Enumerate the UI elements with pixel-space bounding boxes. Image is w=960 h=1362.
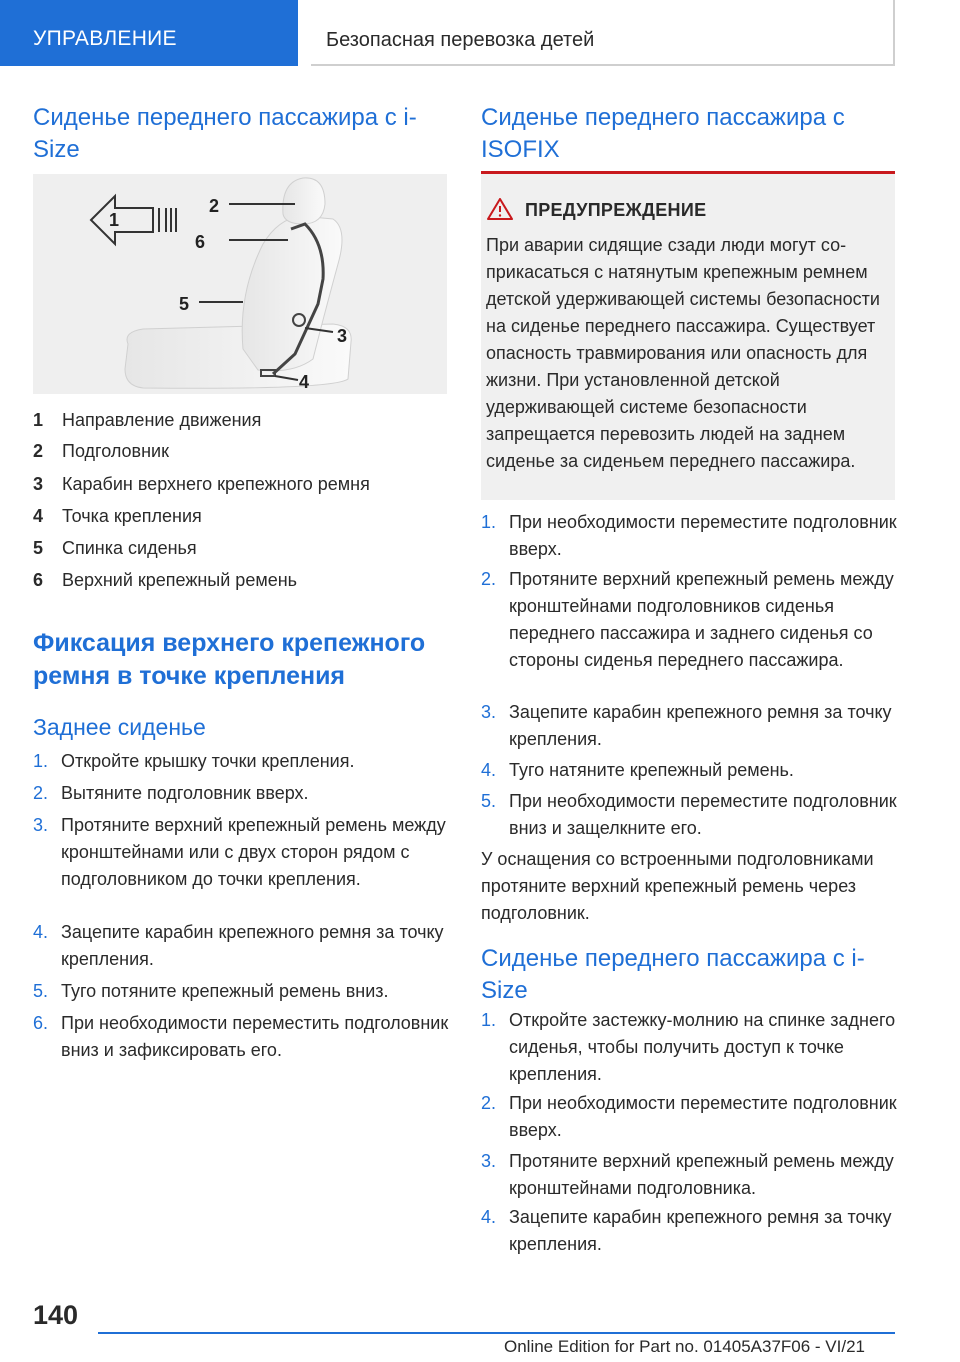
- legend-number: 1: [33, 410, 44, 430]
- step-text: При необходимости переместите подголовник вниз и защелкните его.: [509, 791, 897, 838]
- legend-number: 2: [33, 441, 44, 461]
- legend-number: 5: [33, 538, 44, 558]
- figure-label-6: 6: [195, 232, 206, 252]
- step-text: Откройте застежку-молнию на спинке заднего сиденья, чтобы получить доступ к точке крепления.: [509, 1010, 896, 1084]
- step-text: При необходимости переместить подголовник вниз и зафиксировать его.: [61, 1013, 449, 1060]
- step-text: Зацепите карабин крепежного ремня за точку крепления.: [61, 922, 444, 969]
- step-text: При необходимости переместите подголовник вверх.: [509, 512, 897, 559]
- legend-number: 3: [33, 474, 44, 494]
- step-text: Протяните верхний крепежный ремень между кронштейнами подголовника.: [509, 1151, 894, 1198]
- figure-label-5: 5: [179, 294, 190, 314]
- header-chapter-label: Безопасная перевозка детей: [326, 29, 595, 51]
- step-number: 3.: [33, 815, 49, 835]
- step-number: 1.: [481, 512, 497, 532]
- step-number: 2.: [481, 1093, 497, 1113]
- figure-label-2: 2: [209, 196, 220, 216]
- warning-title: ПРЕДУПРЕЖДЕНИЕ: [525, 200, 707, 220]
- isize-heading-right-line2: Size: [481, 977, 528, 1004]
- figure-label-1: 1: [109, 210, 120, 230]
- page-number: 140: [33, 1300, 79, 1330]
- step-number: 3.: [481, 702, 497, 722]
- legend-text: Спинка сиденья: [62, 538, 197, 558]
- warning-triangle-icon: [487, 198, 513, 220]
- header-chapter-tab: [311, 0, 895, 66]
- step-text: Туго потяните крепежный ремень вниз.: [61, 981, 389, 1001]
- step-number: 1.: [33, 751, 49, 771]
- fixation-heading-line1: Фиксация верхнего крепежного: [33, 629, 426, 657]
- warning-text: При аварии сидящие сзади люди могут соприкасаться с натянутым крепежным ремнем детской удерживающей системы безопасности на сиденье переднего пассажира. Существует опасность травмирования или опасность для жизни. При установленной детской удерживающей системе безопасности запрещается перевозить людей на заднем сиденье за сиденьем переднего пассажира.: [486, 235, 880, 471]
- figure-label-3: 3: [337, 326, 348, 346]
- step-number: 6.: [33, 1013, 49, 1033]
- warning-box: [481, 171, 895, 500]
- step-number: 3.: [481, 1151, 497, 1171]
- isize-heading-left: [33, 104, 447, 164]
- step-number: 4.: [481, 760, 497, 780]
- isize-heading-left-line2: Size: [33, 136, 80, 163]
- legend-number: 4: [33, 506, 44, 526]
- step-number: 2.: [33, 783, 49, 803]
- step-number: 2.: [481, 569, 497, 589]
- isofix-heading: [481, 104, 895, 164]
- rear-seat-heading: Заднее сиденье: [33, 714, 206, 740]
- fixation-heading: [33, 627, 447, 693]
- isize-heading-left-line1: Сиденье переднего пассажира с i-: [33, 104, 417, 131]
- seat-illustration: [33, 174, 447, 394]
- footer-divider: [98, 1332, 895, 1334]
- step-number: 4.: [481, 1207, 497, 1227]
- legend-text: Подголовник: [62, 441, 169, 461]
- figure-label-4: 4: [299, 372, 310, 392]
- headrest-note: У оснащения со встроенными подголовниками протяните верхний крепежный ремень через подголовник.: [481, 849, 874, 923]
- step-text: Протяните верхний крепежный ремень между кронштейнами подголовников сиденья переднего пассажира и заднего сиденья со стороны сиденья переднего пассажира.: [509, 569, 894, 670]
- legend-number: 6: [33, 570, 44, 590]
- legend-text: Направление движения: [62, 410, 262, 430]
- step-text: Вытяните подголовник вверх.: [61, 783, 309, 803]
- step-text: Откройте крышку точки крепления.: [61, 751, 355, 771]
- footer-edition: Online Edition for Part no. 01405A37F06 - VI/21: [504, 1337, 866, 1356]
- step-text: При необходимости переместите подголовник вверх.: [509, 1093, 897, 1140]
- step-text: Зацепите карабин крепежного ремня за точку крепления.: [509, 702, 892, 749]
- isofix-heading-line2: ISOFIX: [481, 136, 560, 163]
- step-number: 5.: [33, 981, 49, 1001]
- fixation-heading-line2: ремня в точке крепления: [33, 662, 346, 690]
- legend-text: Точка крепления: [62, 506, 202, 526]
- isize-heading-right-line1: Сиденье переднего пассажира с i-: [481, 945, 865, 972]
- isofix-heading-line1: Сиденье переднего пассажира с: [481, 104, 845, 131]
- step-text: Протяните верхний крепежный ремень между кронштейнами или с двух сторон рядом с подголовником до точки крепления.: [61, 815, 446, 889]
- legend-text: Карабин верхнего крепежного ремня: [62, 474, 370, 494]
- step-text: Туго натяните крепежный ремень.: [509, 760, 794, 780]
- step-number: 5.: [481, 791, 497, 811]
- header-section-tab: [0, 0, 298, 66]
- seat-figure: [33, 174, 447, 394]
- header-section-label: УПРАВЛЕНИЕ: [33, 27, 177, 50]
- isize-heading-right: [481, 945, 895, 1005]
- legend-text: Верхний крепежный ремень: [62, 570, 298, 590]
- step-text: Зацепите карабин крепежного ремня за точку крепления.: [509, 1207, 892, 1254]
- step-number: 1.: [481, 1010, 497, 1030]
- step-number: 4.: [33, 922, 49, 942]
